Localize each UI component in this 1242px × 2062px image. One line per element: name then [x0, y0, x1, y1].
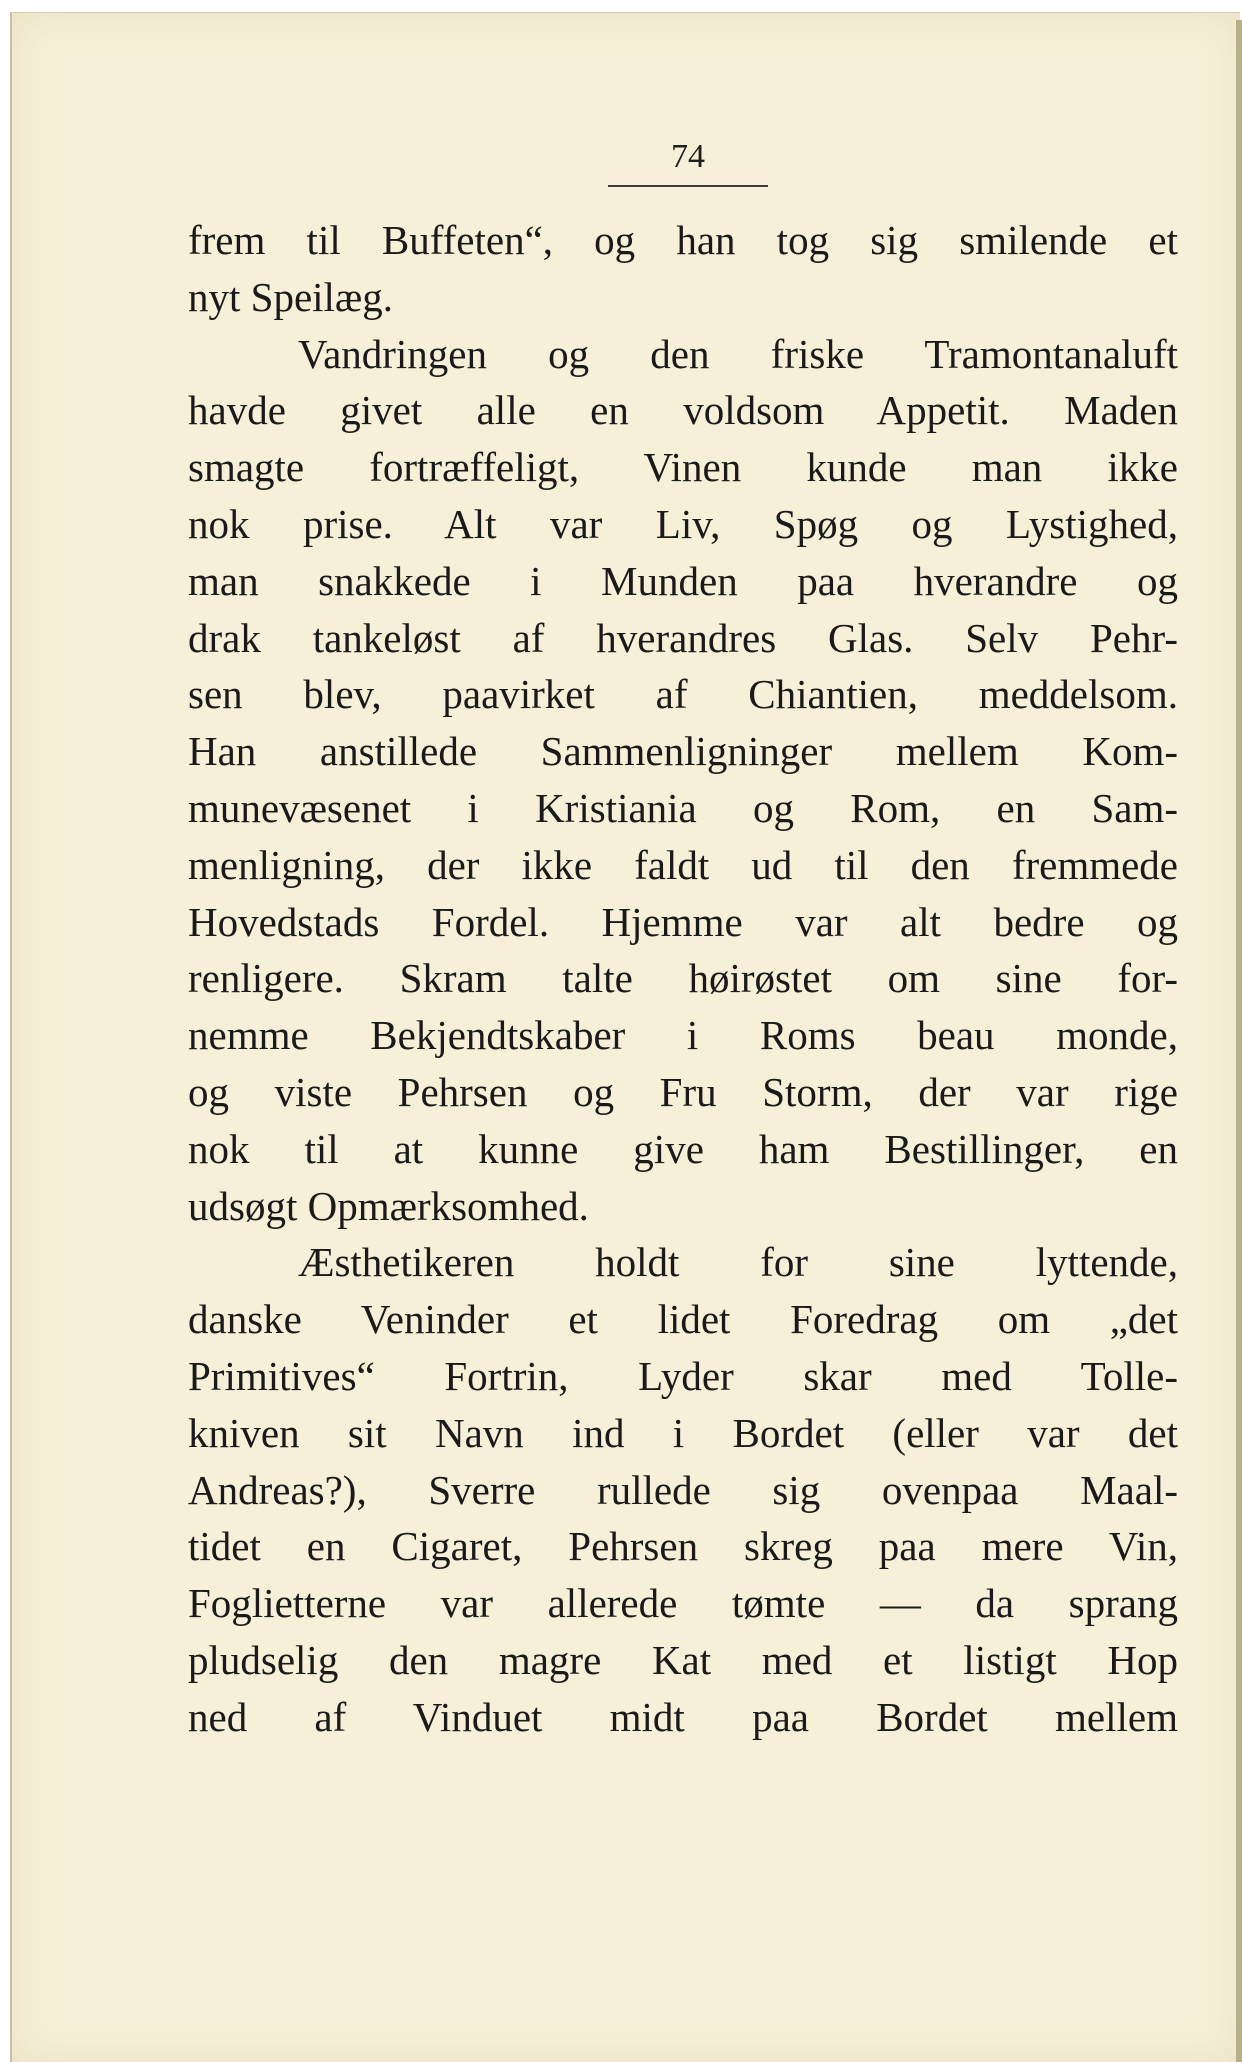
- text-line: Primitives“ Fortrin, Lyder skar med Tolle-: [188, 1352, 1178, 1399]
- text-line: tidet en Cigaret, Pehrsen skreg paa mere Vin,: [188, 1523, 1178, 1570]
- text-line: kniven sit Navn ind i Bordet (eller var det: [188, 1409, 1178, 1456]
- text-line: nemme Bekjendtskaber i Roms beau monde,: [188, 1012, 1178, 1059]
- text-line: nyt Speilæg.: [188, 273, 394, 320]
- text-line: og viste Pehrsen og Fru Storm, der var rige: [188, 1068, 1178, 1115]
- text-line: Hovedstads Fordel. Hjemme var alt bedre og: [188, 898, 1178, 945]
- text-line: Andreas?), Sverre rullede sig ovenpaa Maal-: [188, 1466, 1178, 1513]
- text-line: man snakkede i Munden paa hverandre og: [188, 557, 1178, 604]
- text-line: ned af Vinduet midt paa Bordet mellem: [188, 1693, 1178, 1740]
- text-line: Vandringen og den friske Tramontanaluft: [298, 330, 1178, 377]
- text-line: pludselig den magre Kat med et listigt Hop: [188, 1636, 1178, 1683]
- text-line: danske Veninder et lidet Foredrag om „det: [188, 1296, 1178, 1343]
- text-line: renligere. Skram talte høirøstet om sine for-: [188, 955, 1178, 1002]
- page-edge-shadow: [1236, 20, 1242, 2062]
- text-line: Æsthetikeren holdt for sine lyttende,: [298, 1239, 1178, 1286]
- text-line: Foglietterne var allerede tømte — da sprang: [188, 1580, 1178, 1627]
- text-line: Han anstillede Sammenligninger mellem Kom-: [188, 728, 1178, 775]
- text-line: udsøgt Opmærksomhed.: [188, 1182, 589, 1229]
- text-line: smagte fortræffeligt, Vinen kunde man ikke: [188, 444, 1178, 491]
- text-line: drak tankeløst af hverandres Glas. Selv Pehr-: [188, 614, 1178, 661]
- text-line: havde givet alle en voldsom Appetit. Maden: [188, 387, 1178, 434]
- text-line: frem til Buffeten“, og han tog sig smilende et: [188, 217, 1178, 263]
- page-number-rule: [608, 185, 768, 187]
- text-line: sen blev, paavirket af Chiantien, meddelsom.: [188, 671, 1178, 718]
- page-number: 74: [671, 138, 705, 175]
- text-line: nok til at kunne give ham Bestillinger, en: [188, 1125, 1178, 1172]
- text-line: nok prise. Alt var Liv, Spøg og Lystighed,: [188, 500, 1178, 547]
- text-line: menligning, der ikke faldt ud til den fremmede: [188, 841, 1178, 888]
- text-line: munevæsenet i Kristiania og Rom, en Sam-: [188, 784, 1178, 831]
- body-text: [188, 212, 1178, 1746]
